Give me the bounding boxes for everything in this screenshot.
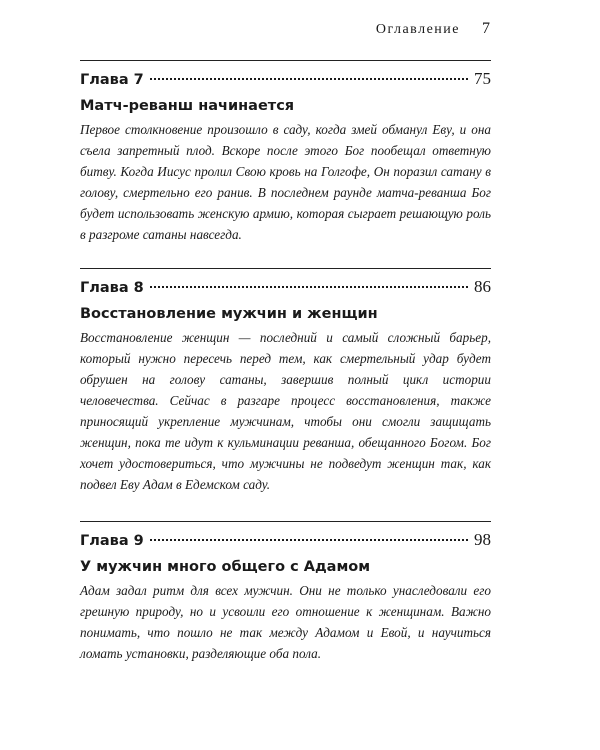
running-header <box>80 20 490 38</box>
dot-leader <box>150 539 468 541</box>
toc-entry-chapter-7 <box>80 60 491 245</box>
chapter-label: Глава 7 <box>80 72 144 88</box>
chapter-title: Матч-реванш начинается <box>80 98 295 114</box>
chapter-page-number: 75 <box>474 69 491 88</box>
toc-entry-chapter-8 <box>80 268 491 495</box>
chapter-label: Глава 8 <box>80 280 144 296</box>
chapter-page-number: 98 <box>474 530 491 549</box>
page-number: 7 <box>482 20 490 37</box>
dot-leader <box>150 78 468 80</box>
chapter-description: Восстановление женщин — последний и самый сложный барьер, который нужно пересечь перед тем, как смертельный удар будет обрушен на голову сатаны, завершив полный цикл истории человечества. Сейчас в разгаре процесс восстановления, также приносящий укрепление мужчинам, чтобы они смогли защищать женщин, пока те идут к кульминации реванша, обещанного Богом. Бог хочет удостовериться, что мужчины не подведут женщин так, как подвел Еву Адам в Едемском саду. <box>80 330 491 492</box>
chapter-title: Восстановление мужчин и женщин <box>80 306 378 322</box>
chapter-description: Адам задал ритм для всех мужчин. Они не только унаследовали его грешную природу, но и усвоили его отношение к женщинам. Важно понимать, что пошло не так между Адамом и Евой, и научиться ломать установки, разделяющие оба пола. <box>80 583 491 661</box>
chapter-heading-line[interactable] <box>80 61 491 89</box>
section-title: Оглавление <box>375 22 460 37</box>
chapter-label: Глава 9 <box>80 533 144 549</box>
chapter-page-number: 86 <box>474 277 491 296</box>
chapter-title: У мужчин много общего с Адамом <box>80 559 371 575</box>
toc-entry-chapter-9 <box>80 521 491 664</box>
chapter-description: Первое столкновение произошло в саду, когда змей обманул Еву, и она съела запретный плод. Вскоре после этого Бог пообещал ответную битву. Когда Иисус пролил Свою кровь на Голгофе, Он поразил сатану в голову, смертельно его ранив. В последнем раунде матча-реванша Бог будет использовать женскую армию, которая сыграет решающую роль в разгроме сатаны навсегда. <box>80 122 491 242</box>
table-of-contents <box>80 60 491 664</box>
chapter-heading-line[interactable] <box>80 522 491 550</box>
chapter-heading-line[interactable] <box>80 269 491 297</box>
dot-leader <box>150 286 468 288</box>
